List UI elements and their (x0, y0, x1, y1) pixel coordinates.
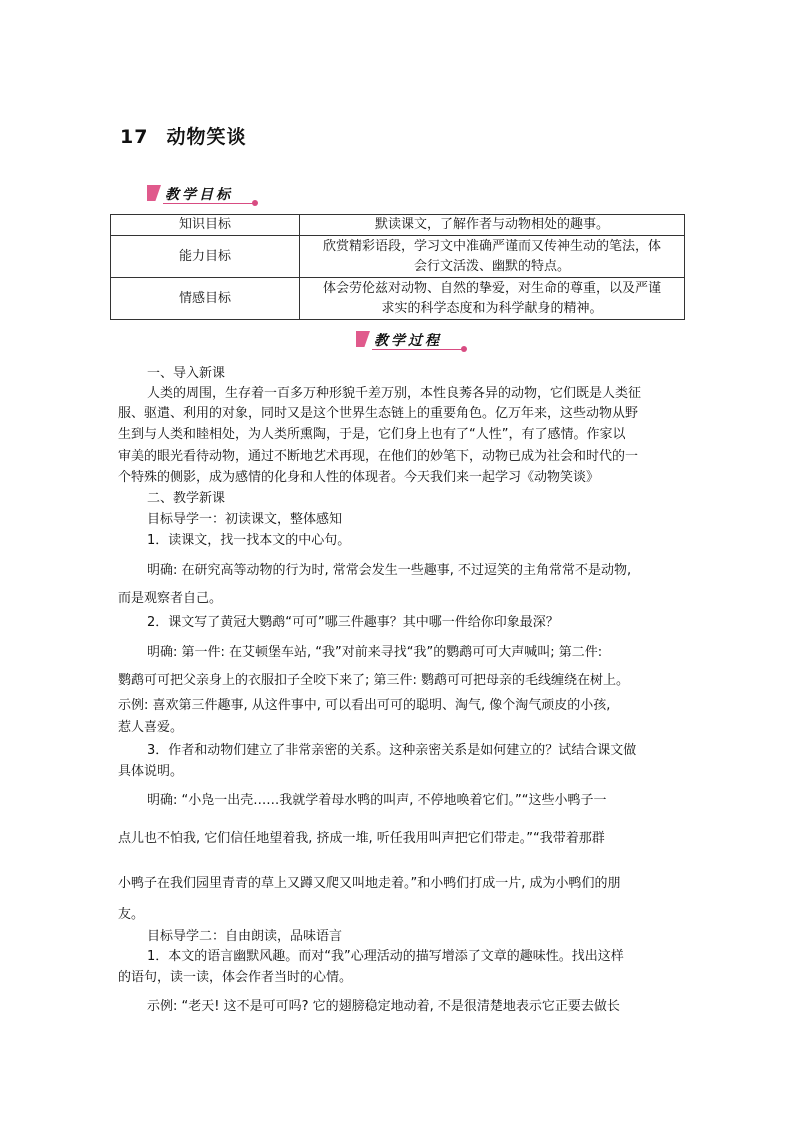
paragraph-line: 服、驱遣、利用的对象，同时又是这个世界生态链上的重要角色。亿万年来，这些动物从野 (118, 406, 639, 421)
subsection-heading: 目标导学一：初读课文，整体感知 (147, 512, 343, 527)
paragraph-line: 审美的眼光看待动物，通过不断地艺术再现，在他们的妙笔下，动物已成为社会和时代的一 (118, 449, 639, 464)
banner-dot-icon (252, 200, 258, 206)
question-line: 2．课文写了黄冠大鹦鹉“可可”哪三件趣事？其中哪一件给你印象最深？ (147, 615, 559, 630)
example-line: 示例: 喜欢第三件趣事, 从这件事中, 可以看出可可的聪明、淘气, 像个淘气顽皮的小孩, (118, 698, 611, 713)
table-row (111, 278, 685, 320)
lesson-name: 动物笑谈 (166, 126, 247, 148)
goal-content: 默读课文，了解作者与动物相处的趣事。 (300, 215, 685, 236)
example-line: 惹人喜爱。 (118, 720, 184, 735)
paragraph-line: 人类的周围，生存着一百多万种形貌千差万别，本性良莠各异的动物，它们既是人类征 (147, 386, 642, 401)
table-row (111, 236, 685, 278)
teaching-process-banner (356, 331, 468, 353)
lesson-number: 17 (120, 126, 149, 148)
question-line: 具体说明。 (118, 764, 184, 779)
goal-label: 情感目标 (111, 278, 300, 320)
question-line: 的语句，读一读，体会作者当时的心情。 (118, 970, 353, 985)
goal-label: 能力目标 (111, 236, 300, 278)
goal-content: 欣赏精彩语段，学习文中准确严谨而又传神生动的笔法，体 会行文活泼、幽默的特点。 (300, 236, 685, 278)
example-line: 示例: “老天! 这不是可可吗? 它的翅膀稳定地动着, 不是很清楚地表示它正要去做长 (147, 999, 620, 1014)
answer-line: 明确: “小凫一出壳……我就学着母水鸭的叫声, 不停地唤着它们。”“这些小鸭子一 (147, 793, 607, 808)
paragraph-line: 个特殊的侧影，成为感情的化身和人性的体现者。今天我们来一起学习《动物笑谈》 (118, 470, 600, 485)
goal-label: 知识目标 (111, 215, 300, 236)
answer-line: 而是观察者自己。 (118, 591, 223, 606)
question-line: 1．本文的语言幽默风趣。而对“我”心理活动的描写增添了文章的趣味性。找出这样 (147, 949, 624, 964)
banner-label: 教学过程 (374, 333, 442, 349)
table-row (111, 215, 685, 236)
question-line: 1．读课文，找一找本文的中心句。 (147, 533, 351, 548)
banner-underline (163, 203, 255, 204)
banner-label: 教学目标 (165, 187, 233, 203)
lesson-title (120, 122, 246, 149)
goal-content: 体会劳伦兹对动物、自然的挚爱，对生命的尊重，以及严谨 求实的科学态度和为科学献身的精神。 (300, 278, 685, 320)
banner-dot-icon (461, 346, 467, 352)
paragraph-line: 生到与人类和睦相处，为人类所熏陶，于是，它们身上也有了“人性”，有了感情。作家以 (118, 427, 626, 442)
question-line: 3．作者和动物们建立了非常亲密的关系。这种亲密关系是如何建立的？试结合课文做 (147, 743, 637, 758)
section-heading: 二、教学新课 (147, 491, 226, 506)
subsection-heading: 目标导学二：自由朗读，品味语言 (147, 929, 343, 944)
answer-line: 友。 (118, 907, 145, 922)
banner-marker-icon (356, 331, 370, 347)
teaching-goals-banner (147, 185, 259, 207)
goals-table (110, 214, 685, 320)
answer-line: 小鸭子在我们园里青青的草上又蹲又爬又叫地走着。”和小鸭们打成一片, 成为小鸭们的朋 (118, 876, 621, 891)
answer-line: 明确: 在研究高等动物的行为时, 常常会发生一些趣事, 不过逗笑的主角常常不是动物, (147, 563, 632, 578)
answer-line: 点儿也不怕我, 它们信任地望着我, 挤成一堆, 听任我用叫声把它们带走。”“我带着那群 (118, 831, 605, 846)
answer-line: 明确: 第一件: 在艾顿堡车站, “我”对前来寻找“我”的鹦鹉可可大声喊叫; 第二件: (147, 645, 603, 660)
banner-underline (372, 349, 464, 350)
banner-marker-icon (147, 185, 161, 201)
section-heading: 一、导入新课 (147, 366, 226, 381)
answer-line: 鹦鹉可可把父亲身上的衣服扣子全咬下来了; 第三件: 鹦鹉可可把母亲的毛线缠绕在树上。 (118, 673, 630, 688)
